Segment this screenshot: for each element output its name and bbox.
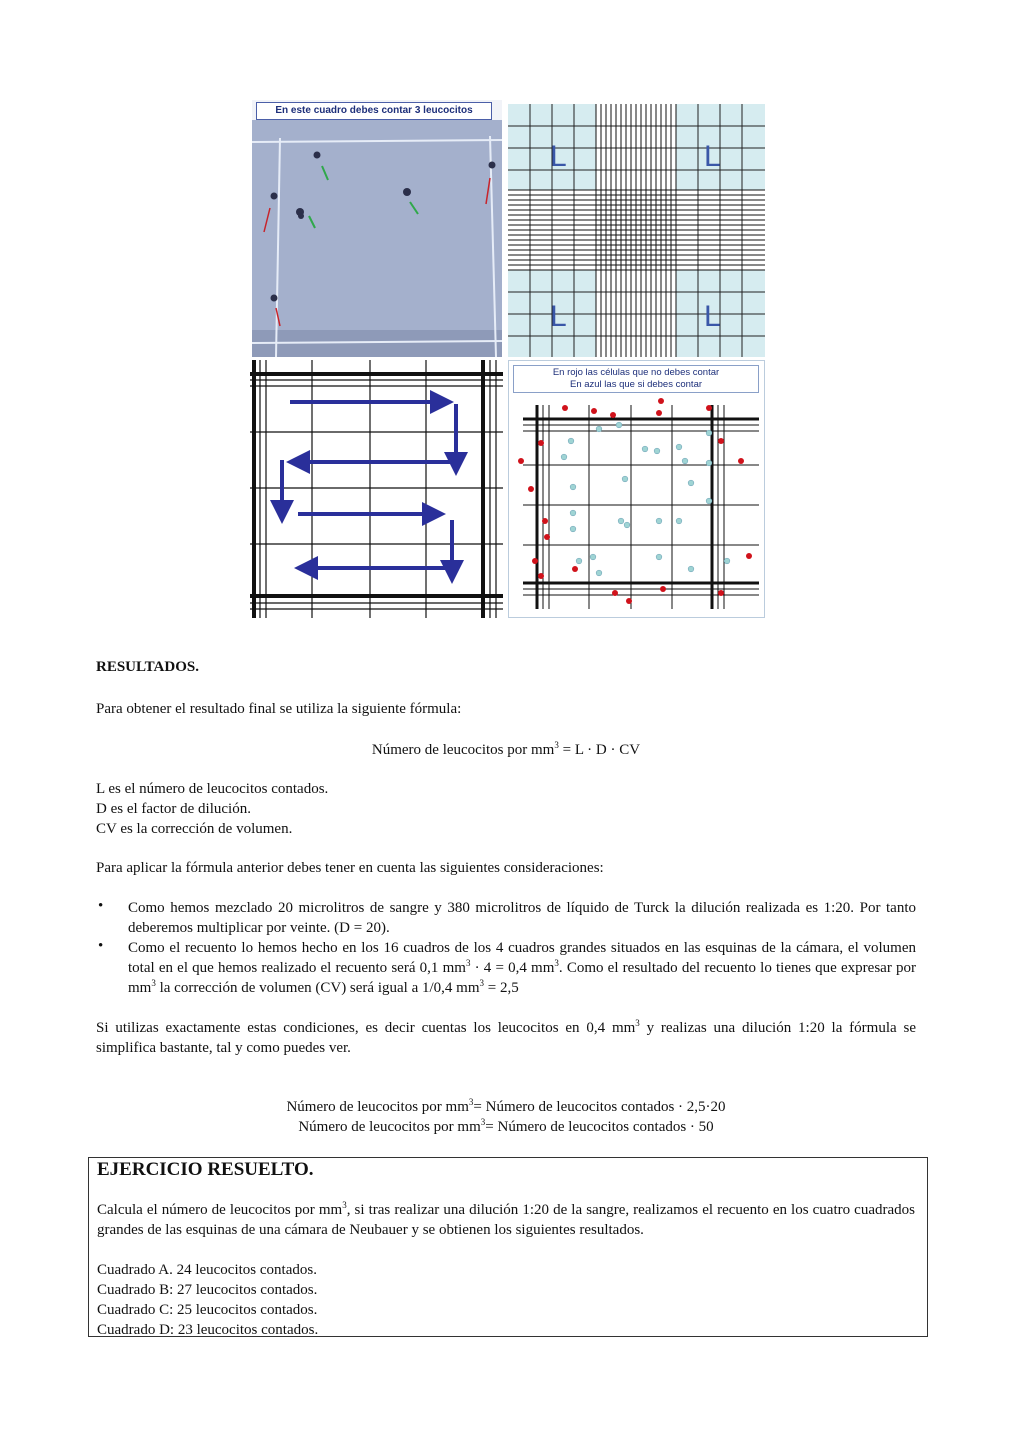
counting-path-tile [250,360,503,618]
exercise-title: EJERCICIO RESUELTO. [97,1159,314,1180]
final-formula-2: Número de leucocitos por $mm^3=$ Número de leucocitos contados · 50 [298,1117,714,1135]
counting-path-diagram [250,360,503,618]
neubauer-grid-tile [508,104,765,357]
grid-letter-bl: L [550,300,567,333]
results-heading: RESULTADOS. [96,659,199,675]
tile4-caption-line2: En azul las que si debes contar [569,379,703,390]
list-item: Cuadrado A. 24 leucocitos contados. [97,1262,317,1278]
tile4-caption-line1: En rojo las células que no debes contar [552,367,720,378]
exercise-box [88,1157,928,1337]
list-item: Cuadrado B: 27 leucocitos contados. [97,1282,318,1298]
bullet-dilution-text: Como hemos mezclado 20 microlitros de sangre y 380 microlitros de líquido de Turck la dilución realizada es 1:20. Por tanto deberemos multiplicar por veinte. (D = 20). [128,900,916,936]
bullet-volume [96,938,916,998]
microscope-photo-tile [252,100,502,357]
tile1-caption: En este cuadro debes contar 3 leucocitos [275,105,473,116]
list-item: Cuadrado D: 23 leucocitos contados. [97,1322,319,1338]
list-item: Cuadrado C: 25 leucocitos contados. [97,1302,318,1318]
cell-count-grid [509,361,765,618]
neubauer-grid [508,104,765,357]
definition-L: L es el número de leucocitos contados. [96,781,329,797]
grid-letter-br: L [704,300,721,333]
results-intro: Para obtener el resultado final se utiliza la siguiente fórmula: [96,701,462,717]
grid-letter-tr: L [704,140,721,173]
considerations-intro: Para aplicar la fórmula anterior debes tener en cuenta las siguientes consideraciones: [96,860,604,876]
grid-letter-tl: L [550,140,567,173]
exercise-results-list [97,1260,318,1340]
final-formula-1: Número de leucocitos por $mm^3=$ Número de leucocitos contados · 2,5·20 [286,1097,726,1115]
bullet-volume-text: Como el recuento lo hemos hecho en los 16 cuadros de los 4 cuadros grandes situados en las esquinas de la cámara, el volumen total en el que hemos realizado el recuento será 0,1 $mm^3 \cdot 4 = 0,4$ $mm^3$. Como el resultado del recuento lo tienes que expresar por $mm^3$ la corrección de volumen (CV) será igual a 1/0,4 $mm^3 = 2,5$ [128,940,916,996]
microscope-photo [252,100,502,357]
simplification-paragraph: Si utilizas exactamente estas condiciones, es decir cuentas los leucocitos en 0,4 $mm^3$ y realizas una dilución 1:20 la fórmula se simplifica bastante, tal y como puedes ver. [96,1018,916,1056]
cell-counting-rules-tile [508,360,765,618]
exercise-statement: Calcula el número de leucocitos por $mm^3$, si tras realizar una dilución 1:20 de la sangre, realizamos el recuento en los cuatro cuadrados grandes de las esquinas de una cámara de Neubauer y se obtienen los siguientes resultados. [97,1200,915,1238]
definition-CV: CV es la corrección de volumen. [96,821,293,837]
bullet-dot: • [98,938,104,954]
bullet-dot: • [98,898,104,914]
bullet-dilution [96,898,916,938]
definition-D: D es el factor de dilución. [96,801,251,817]
tile1-caption-box [256,102,492,120]
main-formula: Número de leucocitos por $mm^3 = L \cdot D$ · CV [371,740,641,758]
